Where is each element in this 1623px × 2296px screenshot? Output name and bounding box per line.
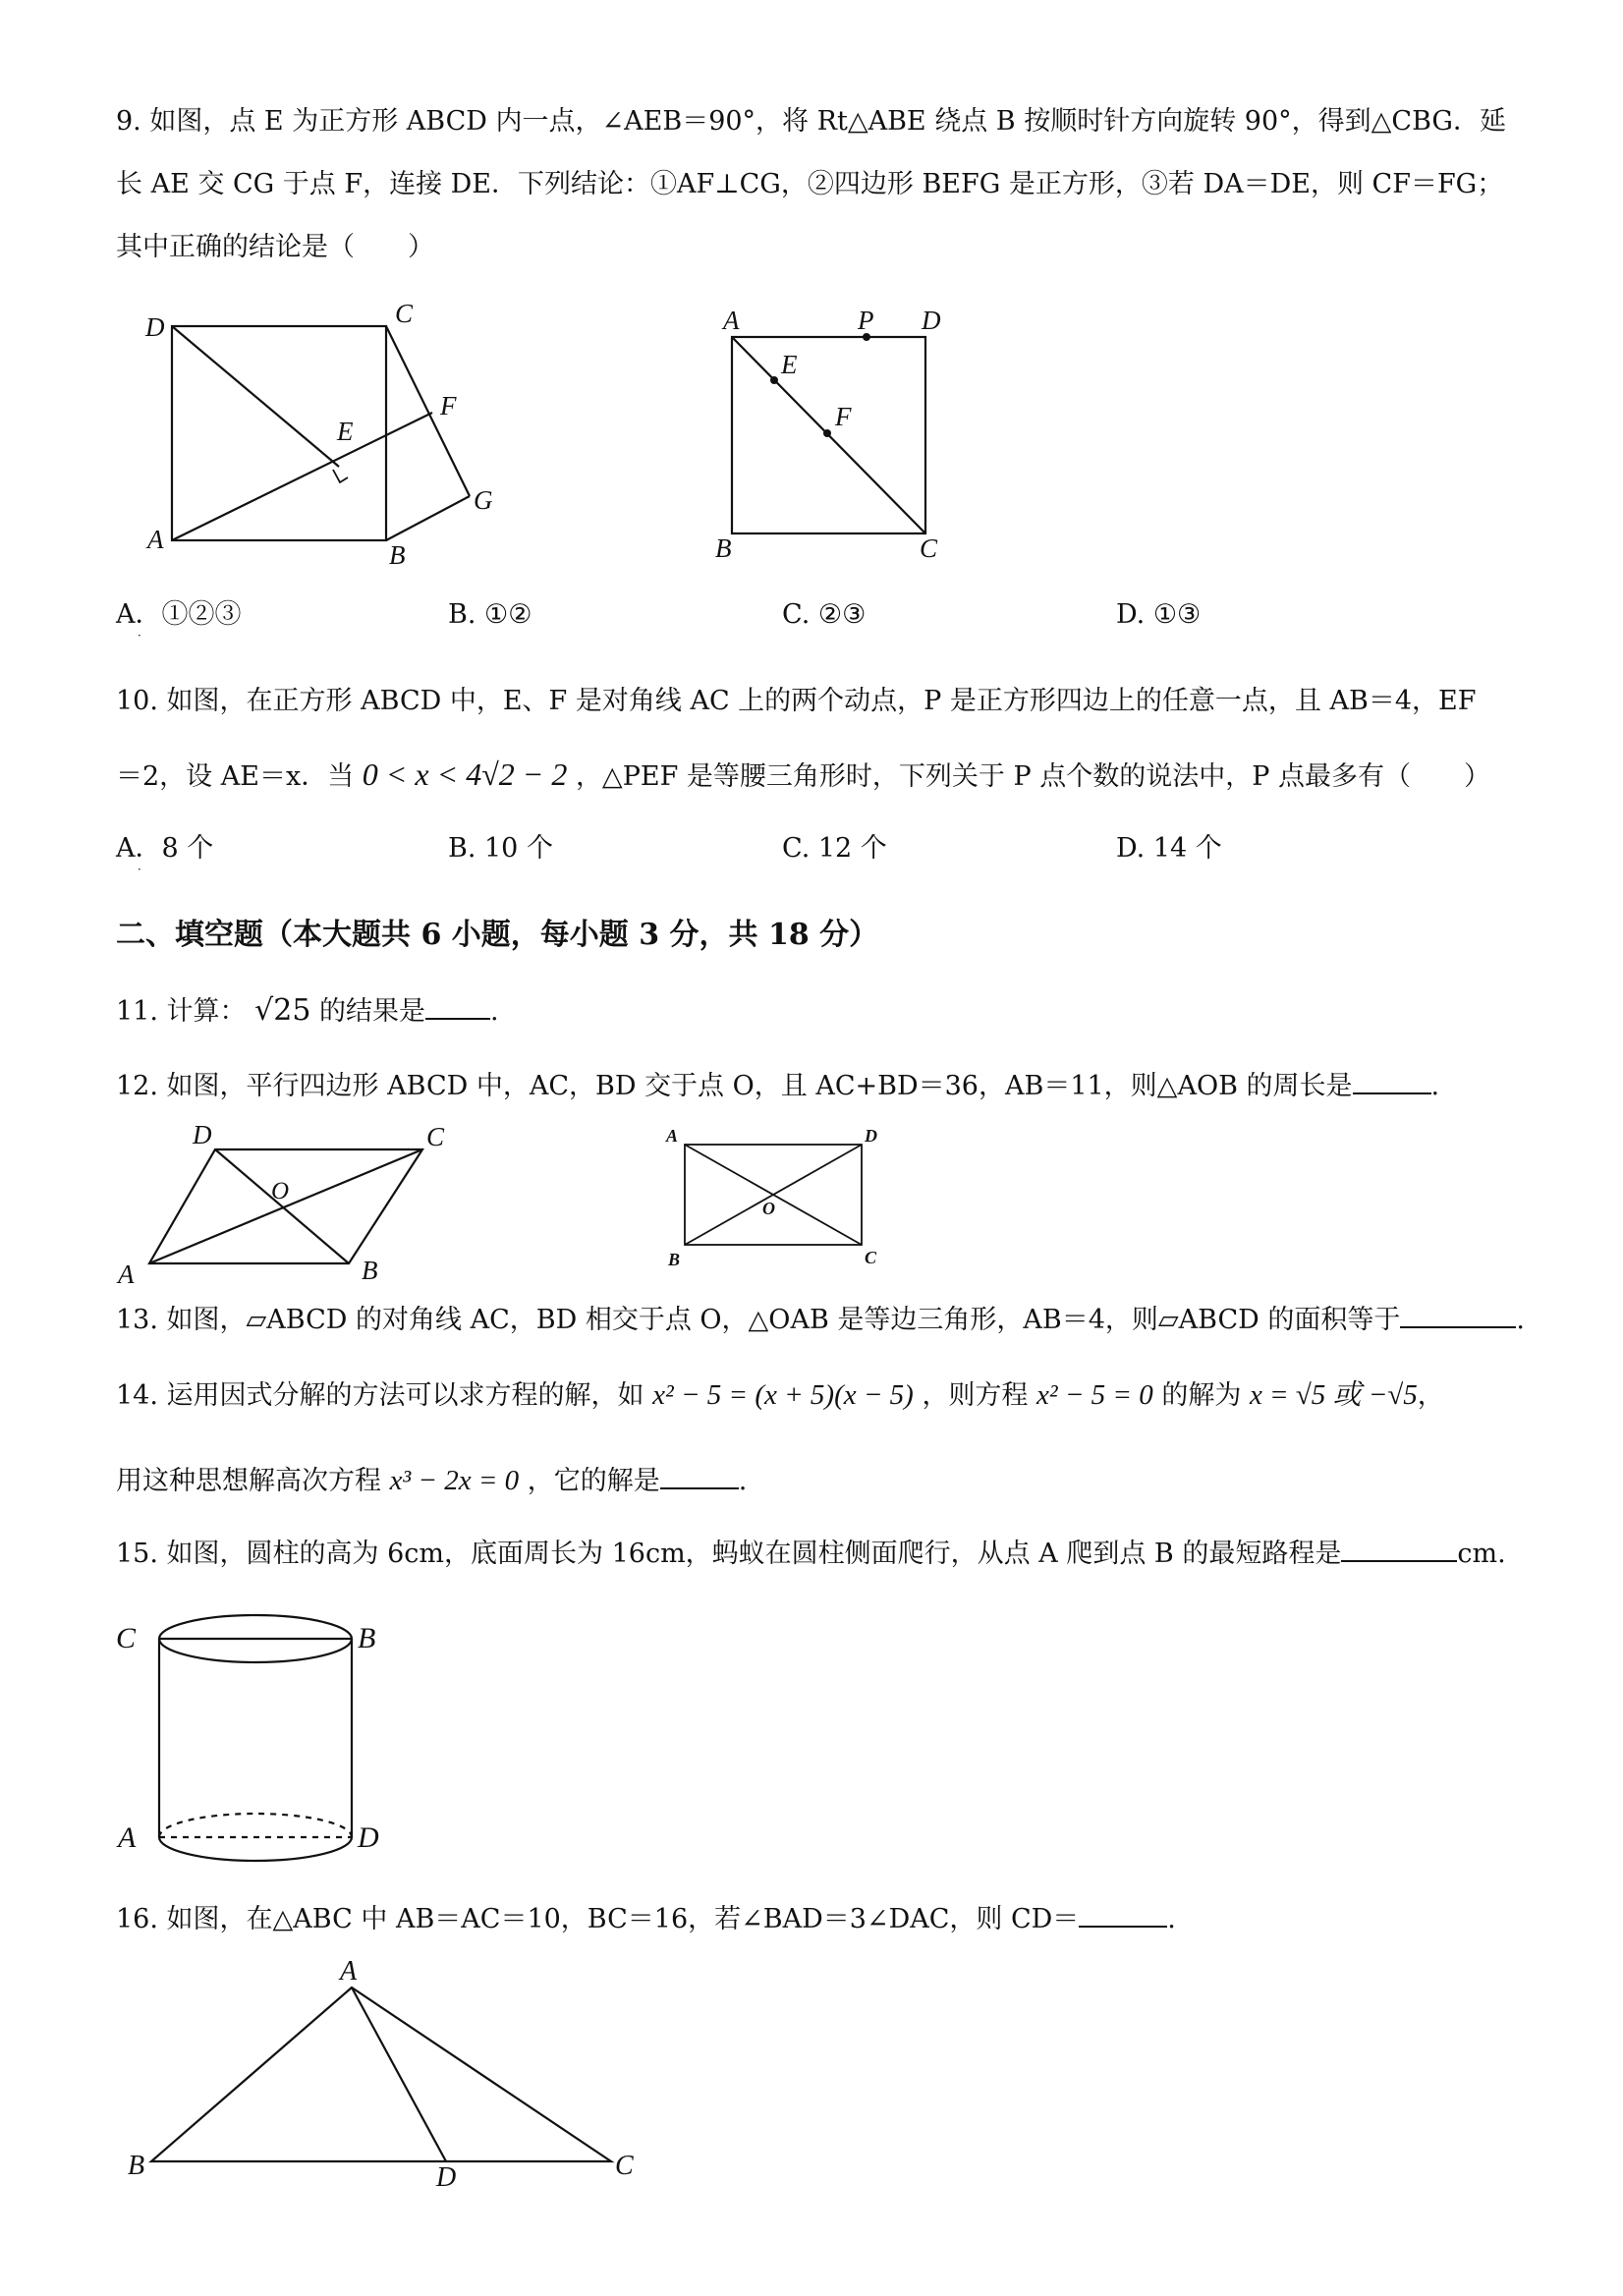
label-B: B [715,533,732,563]
label-B: B [358,1622,376,1654]
label-C: C [920,533,938,563]
q9-line-1: 9. 如图，点 E 为正方形 ABCD 内一点，∠AEB＝90°，将 Rt△ABE 绕点 B 按顺时针方向旋转 90°，得到△CBG．延 [116,106,1506,137]
q10-line-1: 10. 如图，在正方形 ABCD 中，E、F 是对角线 AC 上的两个动点，P 是正方形四边上的任意一点，且 AB＝4，EF [116,686,1477,716]
q11-text-start: 11. 计算： [116,996,247,1027]
q10-line-2-end: ，△PEF 是等腰三角形时，下列关于 P 点个数的说法中，P 点最多有（ ） [575,761,1490,792]
answer-blank [1341,1537,1457,1562]
q11-text-end: 的结果是 [319,996,426,1027]
label-O: O [762,1199,775,1218]
q10-option-a: A．8 个 [116,833,214,864]
q9-option-d: D. ①③ [1116,599,1202,630]
label-A: A [147,525,164,554]
section-heading: 二、填空题（本大题共 6 小题，每小题 3 分，共 18 分） [116,918,879,952]
q14-line-1-mid: ，则方程 [922,1380,1029,1411]
q14-line-1: 14. 运用因式分解的方法可以求方程的解，如 x² − 5 = (x + 5)(x − 5) ，则方程 x² − 5 = 0 的解为 x = √5 或 −√5， [116,1379,1444,1411]
q9-figure-1 [138,295,511,570]
q10-option-c: C. 12 个 [782,833,887,864]
label-B: B [362,1256,378,1285]
label-B: B [668,1250,681,1269]
q14-line-2-start: 用这种思想解高次方程 [116,1466,381,1496]
q15-cylinder-figure [108,1601,403,1867]
label-O: O [271,1178,290,1204]
label-A: A [118,1821,137,1854]
label-B: B [128,2151,145,2181]
q10-option-b: B. 10 个 [448,833,553,864]
q11-line: 11. 计算： √25 的结果是 . [116,993,499,1028]
label-E: E [781,350,798,379]
label-G: G [474,485,493,515]
answer-blank [660,1464,739,1489]
q10-inequality: 0 < x < 4√2 − 2 [362,756,568,792]
label-A: A [340,1956,358,1987]
answer-blank [1353,1069,1431,1094]
q14-line-1-end: 的解为 [1161,1380,1242,1411]
label-F: F [440,391,457,420]
answer-blank [1400,1303,1516,1328]
label-F: F [835,402,852,431]
answer-blank [425,994,490,1020]
label-C: C [865,1248,877,1267]
q14-solution: x = √5 或 −√5 [1249,1379,1418,1411]
answer-blank [1079,1902,1167,1928]
q10-option-d: D. 14 个 [1116,833,1222,864]
q9-figure-2 [705,300,961,565]
q13-line: 13. 如图，▱ABCD 的对角线 AC，BD 相交于点 O，△OAB 是等边三角形，AB＝4，则▱ABCD 的面积等于 . [116,1305,1525,1335]
q15-line [116,1537,1506,1572]
label-A: A [723,306,740,335]
label-C: C [116,1622,137,1654]
label-D: D [358,1821,379,1854]
q9-option-a: A．①②③ [116,599,242,630]
label-D: D [193,1120,212,1149]
label-D: D [865,1126,877,1146]
q13-text: 13. 如图，▱ABCD 的对角线 AC，BD 相交于点 O，△OAB 是等边三角形，AB＝4，则▱ABCD 的面积等于 [116,1305,1401,1335]
q16-triangle-figure [116,1950,666,2193]
q14-equation-2: x² − 5 = 0 [1036,1379,1153,1411]
q12-figure-2 [658,1120,904,1277]
q12-text: 12. 如图，平行四边形 ABCD 中，AC，BD 交于点 O，且 AC+BD＝36，AB＝11，则△AOB 的周长是 [116,1071,1353,1101]
label-C: C [395,299,414,328]
label-A: A [118,1260,135,1289]
q9-option-c: C. ②③ [782,599,867,630]
q9-option-b: B. ①② [448,599,532,630]
q12-figure-1 [116,1120,470,1287]
label-C: C [615,2151,634,2181]
label-E: E [337,417,354,446]
label-P: P [858,306,874,335]
q15-unit: cm. [1457,1539,1506,1569]
q14-line-2: 用这种思想解高次方程 x³ − 2x = 0 ，它的解是 . [116,1465,748,1496]
label-A: A [666,1126,679,1146]
label-D: D [922,306,941,335]
q14-equation-3: x³ − 2x = 0 [389,1465,520,1496]
q9-line-3: 其中正确的结论是（ ） [116,232,434,262]
q14-equation-1: x² − 5 = (x + 5)(x − 5) [652,1379,914,1411]
label-D: D [436,2162,457,2193]
q16-line: 16. 如图，在△ABC 中 AB＝AC＝10，BC＝16，若∠BAD＝3∠DAC，则 CD＝ . [116,1904,1176,1934]
q10-line-2-start: ＝2，设 AE＝x．当 [116,761,355,792]
label-B: B [389,540,406,570]
q14-line-1-start: 14. 运用因式分解的方法可以求方程的解，如 [116,1380,644,1411]
q12-line: 12. 如图，平行四边形 ABCD 中，AC，BD 交于点 O，且 AC+BD＝36，AB＝11，则△AOB 的周长是 . [116,1071,1440,1101]
q14-line-2-end: ，它的解是 [527,1466,660,1496]
q15-text: 15. 如图，圆柱的高为 6cm，底面周长为 16cm，蚂蚁在圆柱侧面爬行，从点 A 爬到点 B 的最短路程是 [116,1539,1342,1569]
q9-line-2: 长 AE 交 CG 于点 F，连接 DE．下列结论：①AF⊥CG，②四边形 BEFG 是正方形，③若 DA＝DE，则 CF＝FG； [116,169,1504,199]
label-D: D [145,312,165,342]
label-C: C [426,1122,445,1151]
q16-text: 16. 如图，在△ABC 中 AB＝AC＝10，BC＝16，若∠BAD＝3∠DAC，则 CD＝ [116,1904,1080,1934]
q10-line-2 [116,756,1490,795]
q11-expression: √25 [254,993,311,1028]
